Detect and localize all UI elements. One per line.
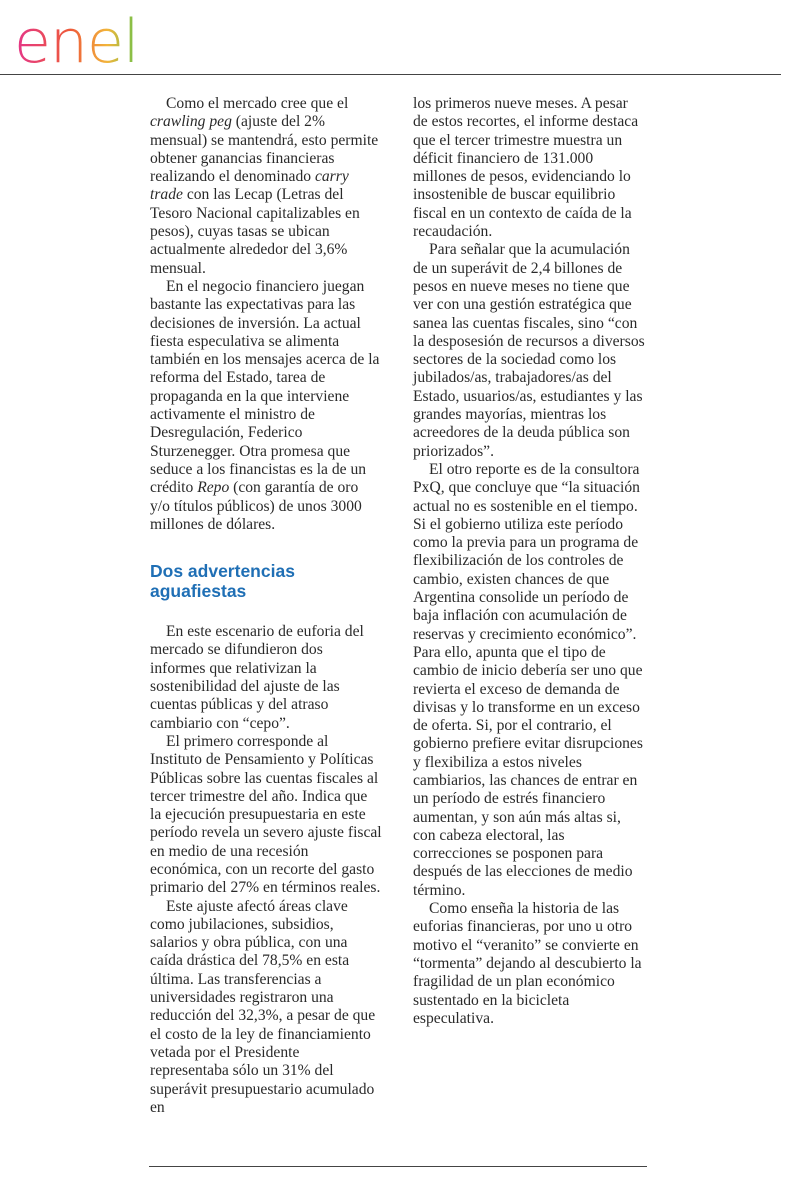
paragraph: Como enseña la historia de las euforias financieras, por uno u otro motivo el “veranito” se convierte en “tormenta” dejando al descubierto la fragilidad de un plan económico sustentado en la bicicleta especulativa. bbox=[413, 900, 642, 1027]
article-column-right bbox=[413, 95, 645, 1028]
paragraph: El primero corresponde al Instituto de Pensamiento y Políticas Públicas sobre las cuentas fiscales al tercer trimestre del año. Indica que la ejecución presupuestaria en este período revela un severo ajuste fiscal en medio de una recesión económica, con un recorte del gasto primario del 27% en términos reales. bbox=[150, 732, 382, 897]
paragraph: los primeros nueve meses. A pesar de estos recortes, el informe destaca que el tercer trimestre muestra un déficit financiero de 131.000 millones de pesos, evidenciando lo insostenible de buscar equilibrio fiscal en un contexto de caída de la recaudación. bbox=[413, 95, 639, 241]
paragraph: En este escenario de euforia del mercado se difundieron dos informes que relativizan la sostenibilidad del ajuste de las cuentas públicas y del atraso cambiario con “cepo”. bbox=[150, 623, 364, 732]
paragraph: Para señalar que la acumulación de un superávit de 2,4 billones de pesos en nueve meses no tiene que ver con una gestión estratégica que sanea las cuentas fiscales, sino “con la desposesión de recursos a diversos sectores de la sociedad como los jubilados/as, trabajadores/as del Estado, usuarios/as, estudiantes y las grandes mayorías, mientras los acreedores de la deuda pública son priorizados”. bbox=[413, 241, 645, 460]
paragraph: Este ajuste afectó áreas clave como jubilaciones, subsidios, salarios y obra pública, con una caída drástica del 78,5% en esta última. Las transferencias a universidades registraron una reducción del 32,3%, a pesar de que el costo de la ley de financiamiento vetada por el Presidente representaba sólo un 31% del superávit presupuestario acumulado en bbox=[150, 897, 376, 1116]
article-column-left bbox=[150, 95, 382, 1117]
paragraph: En el negocio financiero juegan bastante las expectativas para las decisiones de inversión. La actual fiesta especulativa se alimenta también en los mensajes acerca de la reforma del Estado, tarea de propaganda en la que interviene activamente el ministro de Desregulación, Federico Sturzenegger. Otra promesa que seduce a los financistas es la de un crédito Repo (con garantía de oro y/o títulos públicos) de unos 3000 millones de dólares. bbox=[150, 277, 380, 533]
paragraph: El otro reporte es de la consultora PxQ, que concluye que “la situación actual no es sostenible en el tiempo. Si el gobierno utiliza este período como la previa para un programa de flexibilización de los controles de cambio, existen chances de que Argentina consolide un período de baja inflación con acumulación de reservas y crecimiento económico”. Para ello, apunta que el tipo de cambio de inicio debería ser uno que revierta el exceso de demanda de divisas y lo transforme en un exceso de oferta. Si, por el contrario, el gobierno prefiere evitar disrupciones y flexibiliza a estos niveles cambiarios, las chances de entrar en un período de estrés financiero aumentan, y son aún más altas si, con cabeza electoral, las correcciones se posponen para después de las elecciones de medio término. bbox=[413, 460, 643, 899]
logo-text: enel bbox=[14, 8, 139, 70]
enel-logo bbox=[14, 8, 184, 70]
paragraph: Como el mercado cree que el crawling peg (ajuste del 2% mensual) se mantendrá, esto permite obtener ganancias financieras realizando el denominado carry trade con las Lecap (Letras del Tesoro Nacional capitalizables en pesos), cuyas tasas se ubican actualmente alrededor del 3,6% mensual. bbox=[150, 95, 379, 277]
footer-rule bbox=[149, 1166, 647, 1167]
section-subheading: Dos advertencias aguafiestas bbox=[150, 561, 295, 602]
header-rule bbox=[0, 74, 781, 75]
